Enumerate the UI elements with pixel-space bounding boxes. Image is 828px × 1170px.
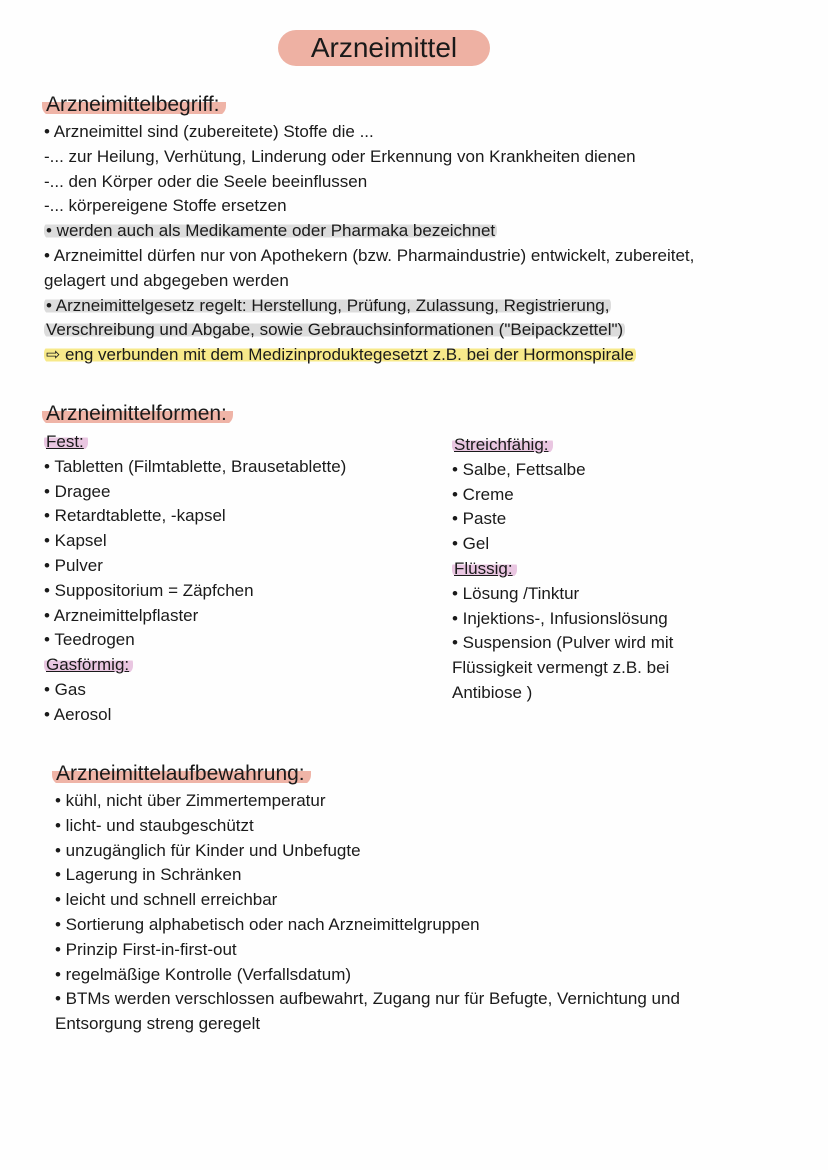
- list-item: • Suppositorium = Zäpfchen: [44, 580, 254, 600]
- list-item: Antibiose ): [452, 682, 533, 702]
- subheading-fest: Fest:: [44, 432, 88, 451]
- list-item: • licht- und staubgeschützt: [55, 815, 254, 835]
- page-title: Arzneimittel: [278, 30, 490, 66]
- list-item: • unzugänglich für Kinder und Unbefugte: [55, 840, 361, 860]
- list-item: • Teedrogen: [44, 630, 135, 650]
- list-item: • Lagerung in Schränken: [55, 865, 242, 885]
- subheading-streichfaehig: Streichfähig:: [452, 435, 553, 454]
- highlighted-line: • werden auch als Medikamente oder Pharmaka bezeichnet: [46, 221, 496, 241]
- list-item: • BTMs werden verschlossen aufbewahrt, Zugang nur für Befugte, Vernichtung und: [55, 989, 680, 1009]
- list-item: • Tabletten (Filmtablette, Brausetablette): [44, 456, 347, 476]
- highlighted-line-yellow: ⇨ eng verbunden mit dem Medizinproduktegesetzt z.B. bei der Hormonspirale: [46, 345, 634, 365]
- list-item: • Gel: [452, 534, 490, 554]
- highlighted-line: Verschreibung und Abgabe, sowie Gebrauchsinformationen ("Beipackzettel"): [46, 320, 624, 340]
- subheading-gas: Gasförmig:: [44, 655, 133, 674]
- begriff-text: [44, 120, 694, 368]
- list-item: • Aerosol: [44, 704, 112, 724]
- list-item: • Retardtablette, -kapsel: [44, 506, 226, 526]
- text-line: • Arzneimittel sind (zubereitete) Stoffe die ...: [44, 122, 374, 141]
- list-item: • Paste: [452, 509, 507, 529]
- text-line: gelagert und abgegeben werden: [44, 270, 289, 290]
- list-item: • Creme: [452, 484, 514, 504]
- section-heading-formen: Arzneimittelformen:: [42, 401, 233, 425]
- section-heading-aufbewahrung: Arzneimittelaufbewahrung:: [52, 761, 311, 785]
- list-item: Flüssigkeit vermengt z.B. bei: [452, 658, 670, 678]
- list-item: • Pulver: [44, 555, 103, 575]
- text-line: -... zur Heilung, Verhütung, Linderung oder Erkennung von Krankheiten dienen: [44, 146, 636, 166]
- section-heading-begriff: Arzneimittelbegriff:: [42, 92, 226, 116]
- list-item: • Lösung /Tinktur: [452, 583, 580, 603]
- column-left: [44, 430, 346, 728]
- aufbewahrung-list: [55, 789, 680, 1037]
- list-item: • Prinzip First-in-first-out: [55, 939, 237, 959]
- list-item: • Arzneimittelpflaster: [44, 605, 199, 625]
- list-item: • Salbe, Fettsalbe: [452, 459, 586, 479]
- list-item: • Sortierung alphabetisch oder nach Arzneimittelgruppen: [55, 914, 480, 934]
- list-item: • Injektions-, Infusionslösung: [452, 608, 668, 628]
- text-line: -... den Körper oder die Seele beeinflussen: [44, 171, 368, 191]
- list-item: • Suspension (Pulver wird mit: [452, 633, 674, 653]
- list-item: • Gas: [44, 679, 86, 699]
- list-item: • kühl, nicht über Zimmertemperatur: [55, 791, 326, 810]
- section-formen: [42, 402, 233, 426]
- section-aufbewahrung: [52, 762, 311, 786]
- highlighted-line: • Arzneimittelgesetz regelt: Herstellung, Prüfung, Zulassung, Registrierung,: [46, 295, 610, 315]
- list-item: • Dragee: [44, 481, 111, 501]
- list-item: • Kapsel: [44, 531, 107, 551]
- list-item: • leicht und schnell erreichbar: [55, 890, 278, 910]
- text-line: -... körpereigene Stoffe ersetzen: [44, 196, 287, 216]
- list-item: Entsorgung streng geregelt: [55, 1014, 261, 1034]
- section-begriff: [42, 93, 226, 117]
- text-line: • Arzneimittel dürfen nur von Apothekern (bzw. Pharmaindustrie) entwickelt, zubereitet,: [44, 245, 695, 265]
- subheading-fluessig: Flüssig:: [452, 559, 517, 578]
- list-item: • regelmäßige Kontrolle (Verfallsdatum): [55, 964, 352, 984]
- column-right: [452, 433, 673, 706]
